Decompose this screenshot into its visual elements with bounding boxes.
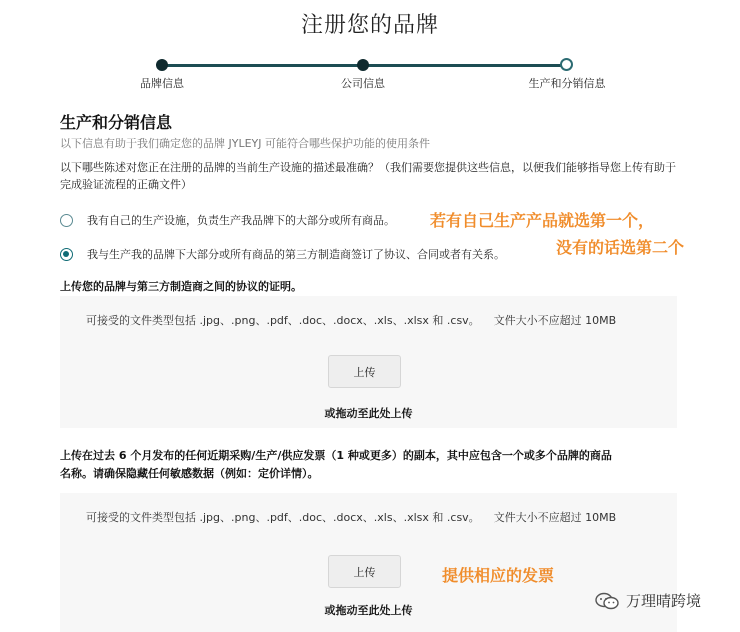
step-3-label: 生产和分销信息 <box>528 77 606 90</box>
watermark <box>594 590 701 611</box>
option-third-party[interactable] <box>60 246 505 262</box>
file-size-text: 文件大小不应超过 10MB <box>493 511 617 524</box>
annotation-line-2: 没有的话选第二个 <box>556 238 685 257</box>
question-text: 以下哪些陈述对您正在注册的品牌的当前生产设施的描述最准确？（我们需要您提供这些信息，以便我们能够指导您上传有助于完成验证流程的正确文件） <box>60 161 676 191</box>
section-title: 生产和分销信息 <box>60 113 173 132</box>
upload-invoice-heading-line-1: 上传在过去 6 个月发布的任何近期采购/生产/供应发票（1 种或更多）的副本，其中应包含一个或多个品牌的商品 <box>60 449 612 462</box>
option-third-party-label: 我与生产我的品牌下大部分或所有商品的第三方制造商签订了协议、合同或者有关系。 <box>87 248 505 261</box>
progress-stepper <box>0 58 740 94</box>
section-subtitle: 以下信息有助于我们确定您的品牌 JYLEYJ 可能符合哪些保护功能的使用条件 <box>60 137 430 150</box>
upload-invoice-heading-line-2: 名称。请确保隐藏任何敏感数据（例如：定价详情）。 <box>60 467 319 480</box>
upload-invoice-heading <box>60 447 612 483</box>
step-2-label: 公司信息 <box>341 77 385 90</box>
step-1-label: 品牌信息 <box>140 77 184 90</box>
annotation-line-1: 若有自己生产产品就选第一个， <box>430 211 655 230</box>
option-own-facility-label: 我有自己的生产设施，负责生产我品牌下的大部分或所有商品。 <box>87 214 395 227</box>
drag-upload-text: 或拖动至此处上传 <box>324 604 413 617</box>
file-types-info <box>86 509 616 525</box>
option-own-facility[interactable] <box>60 212 395 228</box>
upload-agreement-heading: 上传您的品牌与第三方制造商之间的协议的证明。 <box>60 280 302 293</box>
step-3-marker <box>560 58 573 71</box>
radio-third-party[interactable] <box>60 248 73 261</box>
file-types-text: 可接受的文件类型包括 .jpg、.png、.pdf、.doc、.docx、.xls、.xlsx 和 .csv。 <box>86 314 480 327</box>
step-2-marker <box>357 59 369 71</box>
watermark-text: 万理晴跨境 <box>626 592 702 610</box>
file-size-text: 文件大小不应超过 10MB <box>493 314 617 327</box>
upload-invoice-dropzone[interactable] <box>60 493 677 632</box>
upload-agreement-dropzone[interactable] <box>60 296 677 428</box>
drag-upload-text: 或拖动至此处上传 <box>324 407 413 420</box>
upload-invoice-button[interactable]: 上传 <box>328 555 401 588</box>
annotation-invoice: 提供相应的发票 <box>442 566 555 585</box>
wechat-icon <box>594 592 620 610</box>
file-types-info <box>86 312 616 328</box>
page-title: 注册您的品牌 <box>300 13 439 38</box>
file-types-text: 可接受的文件类型包括 .jpg、.png、.pdf、.doc、.docx、.xls、.xlsx 和 .csv。 <box>86 511 480 524</box>
radio-own-facility[interactable] <box>60 214 73 227</box>
step-1-marker <box>156 59 168 71</box>
upload-agreement-button[interactable]: 上传 <box>328 355 401 388</box>
